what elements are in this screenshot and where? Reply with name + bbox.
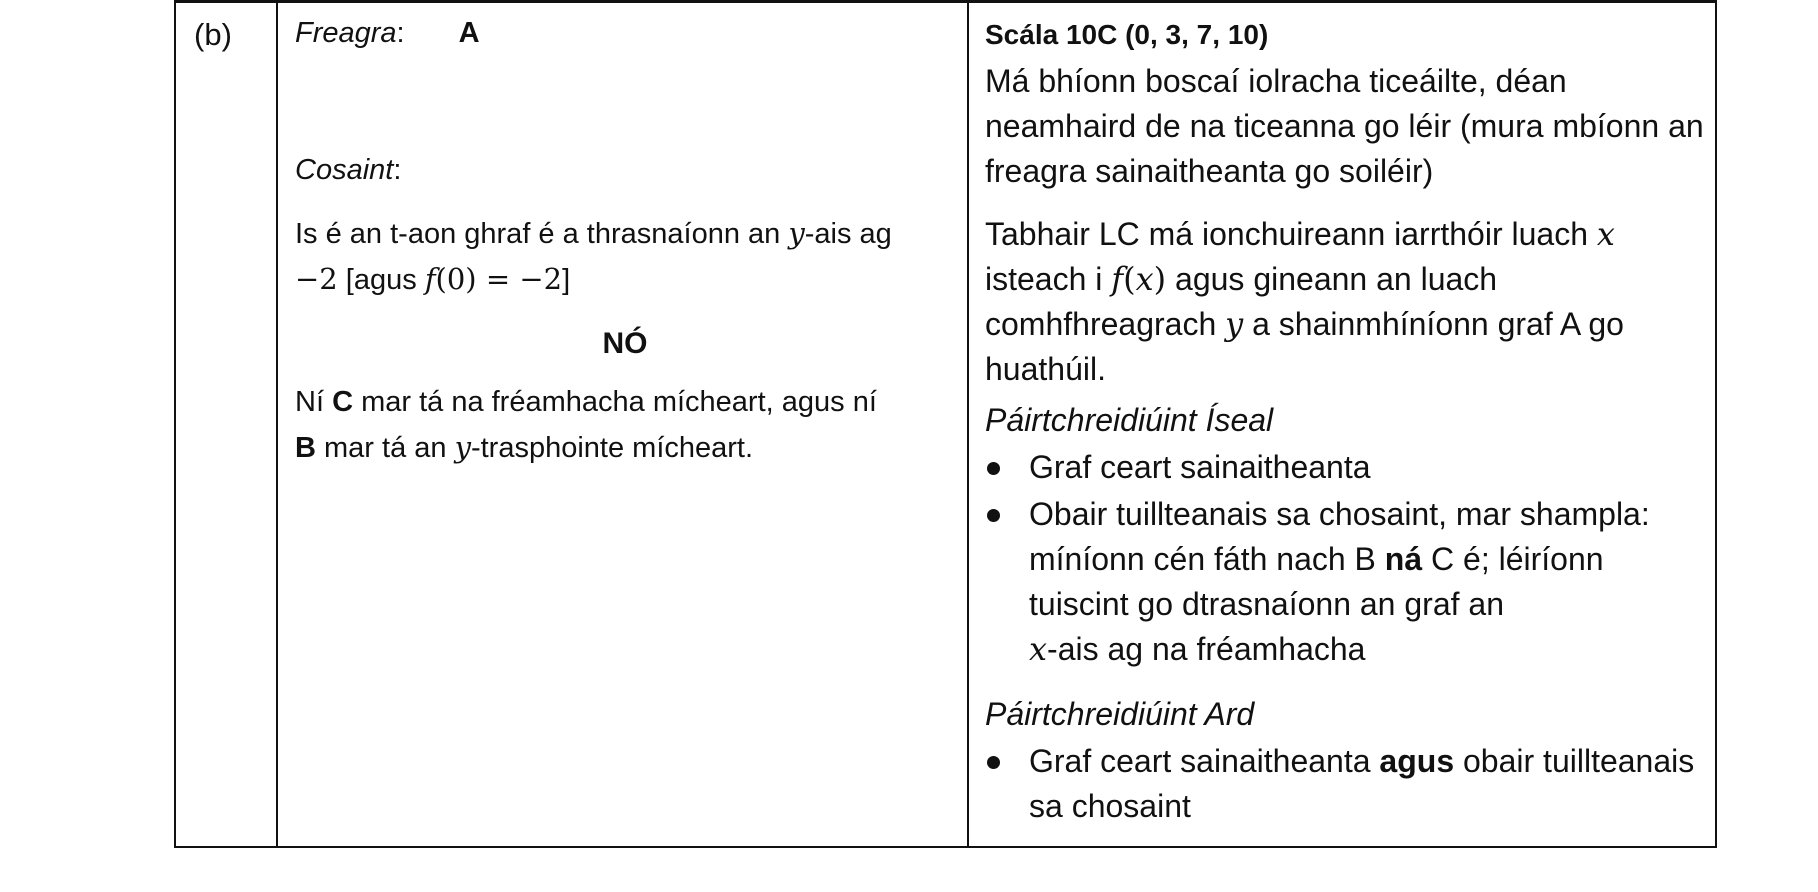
lc-text-3: agus gineann an luach comhfhreagrach (985, 261, 1498, 342)
math-var-y: y (788, 216, 805, 250)
low-bullet-2-text-3: -ais ag na fréamhacha (1047, 631, 1366, 667)
marking-scheme-table (174, 0, 1717, 848)
justification-heading (295, 148, 955, 193)
answer-value: A (458, 17, 480, 49)
table-row (175, 2, 1716, 847)
justification-line1-suffix: -ais ag (804, 218, 892, 250)
low-partial-list (985, 445, 1705, 672)
alt-option-b: B (295, 432, 316, 464)
math-var-x: x (1135, 260, 1154, 298)
bullet-icon (987, 509, 1000, 522)
justification-line1-text: Is é an t-aon ghraf é a thrasnaíonn an (295, 218, 789, 250)
low-partial-heading: Páirtchreidiúint Íseal (985, 402, 1274, 438)
list-item (985, 492, 1705, 672)
alt-text-1: Ní (295, 386, 333, 418)
list-item (985, 445, 1705, 490)
justification-line2-open: [agus (337, 264, 425, 296)
bullet-icon (987, 756, 1000, 769)
math-paren-close: ) (1153, 260, 1167, 298)
math-func-f: f (424, 262, 436, 296)
alternative-justification (295, 380, 955, 471)
math-var-x: x (1596, 215, 1615, 253)
high-partial-list (985, 739, 1705, 829)
or-separator: NÓ (602, 327, 648, 360)
justification-label: Cosaint (295, 154, 394, 186)
answer-colon: : (396, 17, 405, 49)
math-var-x: x (1029, 630, 1048, 668)
high-bullet-1-text-1: Graf ceart sainaitheanta (1029, 743, 1380, 779)
multiple-ticks-note: Má bhíonn boscaí iolracha ticeáilte, déan neamhaird de na ticeanna go léir (mura mbíonn an freagra sainaitheanta go soiléir) (985, 63, 1704, 189)
math-expression: (0) = −2 (435, 262, 563, 296)
lc-text-4: a shainmhíníonn graf A go huathúil. (985, 306, 1624, 387)
answer-cell (277, 2, 968, 847)
list-item (985, 739, 1705, 829)
low-bullet-2-text-1: Obair tuillteanais sa chosaint, mar shampla: míníonn cén fáth nach B (1029, 496, 1650, 577)
math-value: −2 (295, 262, 338, 296)
lc-text-2: isteach i (985, 261, 1112, 297)
bullet-icon (987, 462, 1000, 475)
low-bullet-2-text-2: C é; léiríonn tuiscint go dtrasnaíonn an graf an (1029, 541, 1604, 622)
justification-line2-close: ] (562, 264, 571, 296)
alt-text-3: mar tá an (315, 432, 455, 464)
answer-line (295, 11, 955, 56)
high-partial-heading: Páirtchreidiúint Ard (985, 696, 1255, 732)
spacer (295, 56, 955, 148)
low-bullet-2-bold: ná (1384, 541, 1423, 577)
alt-option-c: C (332, 386, 354, 418)
justification-colon: : (393, 154, 402, 186)
math-paren-open: ( (1123, 260, 1136, 298)
marking-notes-cell (968, 2, 1716, 847)
high-bullet-1-text-2: obair tuillteanais sa chosaint (1029, 743, 1695, 824)
math-var-y: y (454, 430, 471, 464)
alt-text-4: -trasphointe mícheart. (470, 432, 754, 464)
lc-text-1: Tabhair LC má ionchuireann iarrthóir luach (985, 216, 1597, 252)
part-label: (b) (194, 17, 232, 52)
lc-note (985, 212, 1705, 392)
high-bullet-1-bold: agus (1379, 743, 1455, 779)
math-func-f: f (1111, 260, 1124, 298)
alt-text-2: mar tá na fréamhacha mícheart, agus ní (353, 386, 877, 418)
low-bullet-1: Graf ceart sainaitheanta (1029, 449, 1371, 485)
part-cell (175, 2, 277, 847)
math-var-y: y (1225, 305, 1244, 343)
justification-text (295, 211, 955, 303)
scale-heading: Scála 10C (0, 3, 7, 10) (985, 19, 1269, 50)
answer-label: Freagra (295, 17, 397, 49)
